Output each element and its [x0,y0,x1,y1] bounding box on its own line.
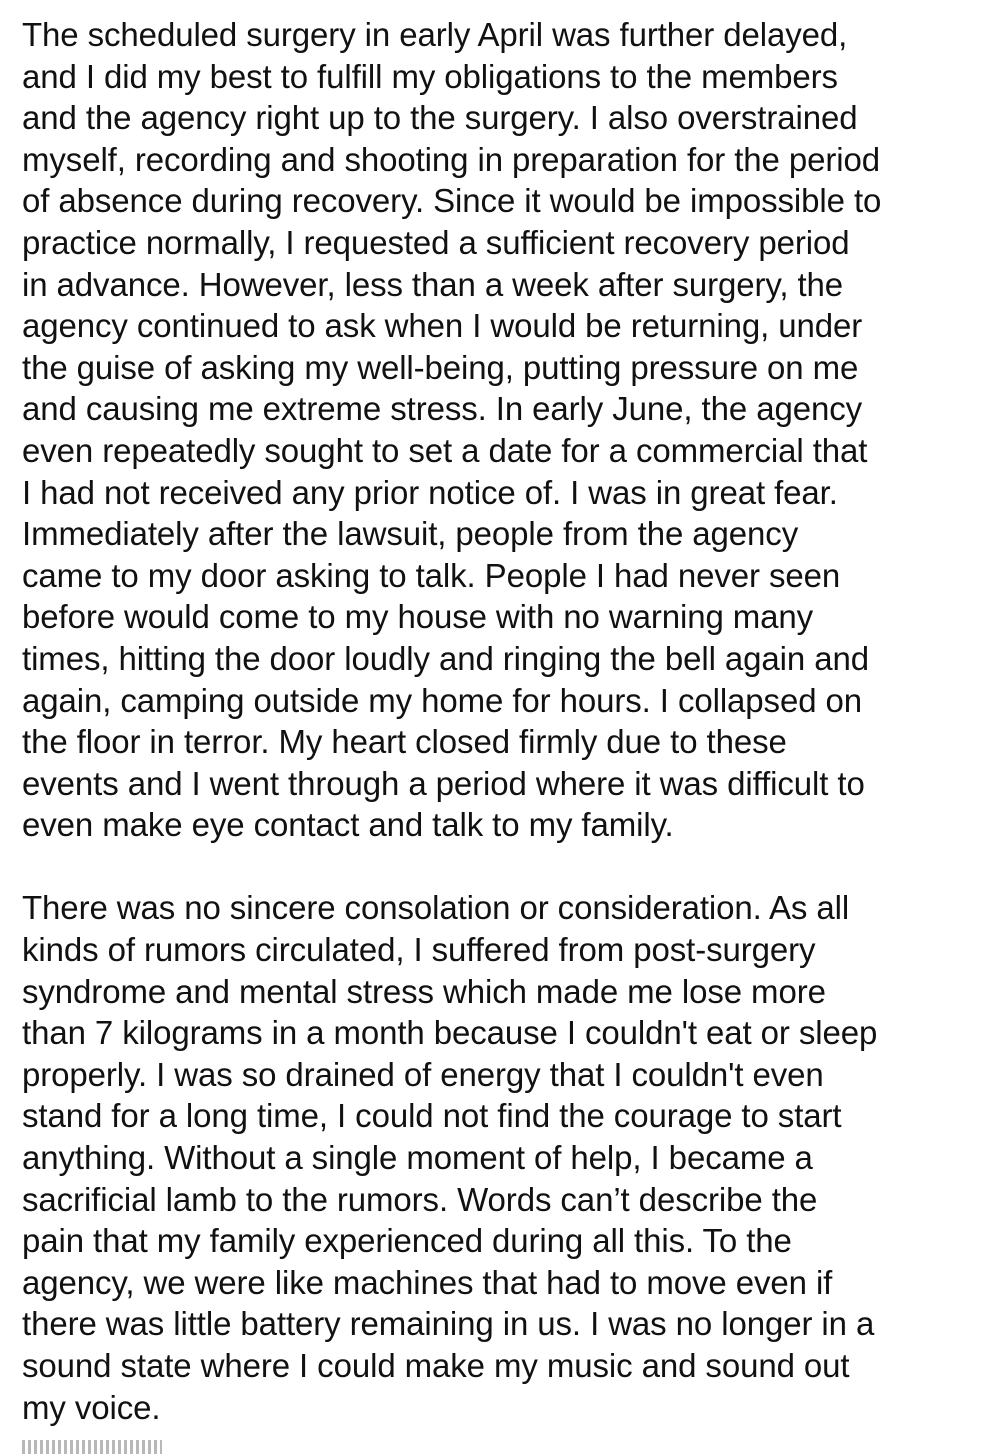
paragraph-spacer [22,846,992,888]
text-line: times, hitting the door loudly and ringing the bell again and [22,639,869,677]
cropped-text-artifact [22,1440,162,1454]
paragraph-2 [22,887,992,1428]
text-line: the guise of asking my well-being, putting pressure on me [22,348,859,386]
text-line: agency, we were like machines that had to move even if [22,1263,833,1301]
text-line: before would come to my house with no warning many [22,598,814,636]
text-line: The scheduled surgery in early April was further delayed, [22,16,848,53]
text-line: syndrome and mental stress which made me lose more [22,972,826,1010]
text-line: of absence during recovery. Since it would be impossible to [22,182,882,220]
text-line: agency continued to ask when I would be returning, under [22,307,863,345]
text-line: practice normally, I requested a sufficient recovery period [22,223,850,261]
text-line: again, camping outside my home for hours. I collapsed on [22,681,863,719]
text-line: than 7 kilograms in a month because I couldn't eat or sleep [22,1014,878,1052]
text-line: even repeatedly sought to set a date for a commercial that [22,431,868,469]
text-line: sound state where I could make my music and sound out [22,1347,850,1384]
text-line: and I did my best to fulfill my obligations to the members [22,57,838,95]
text-line: events and I went through a period where it was difficult to [22,764,865,802]
text-line: and the agency right up to the surgery. I also overstrained [22,99,858,137]
text-line: came to my door asking to talk. People I had never seen [22,556,841,594]
text-line: sacrificial lamb to the rumors. Words can’t describe the [22,1180,818,1218]
text-line: there was little battery remaining in us. I was no longer in a [22,1305,875,1343]
text-line: stand for a long time, I could not find the courage to start [22,1097,842,1135]
text-line: I had not received any prior notice of. I was in great fear. [22,473,838,511]
text-line: and causing me extreme stress. In early June, the agency [22,390,863,428]
text-line: my voice. [22,1388,161,1426]
text-line: properly. I was so drained of energy that I couldn't even [22,1055,824,1093]
text-line: There was no sincere consolation or consideration. As all [22,889,850,927]
paragraph-1 [22,14,992,846]
text-line: Immediately after the lawsuit, people from the agency [22,515,799,553]
text-line: the floor in terror. My heart closed firmly due to these [22,723,787,761]
text-line: in advance. However, less than a week after surgery, the [22,265,844,303]
text-line: kinds of rumors circulated, I suffered from post-surgery [22,931,816,969]
text-line: anything. Without a single moment of help, I became a [22,1139,813,1177]
document-body [22,14,992,1428]
text-line: even make eye contact and talk to my family. [22,806,674,844]
text-line: myself, recording and shooting in preparation for the period [22,140,881,178]
text-line: pain that my family experienced during all this. To the [22,1222,792,1260]
